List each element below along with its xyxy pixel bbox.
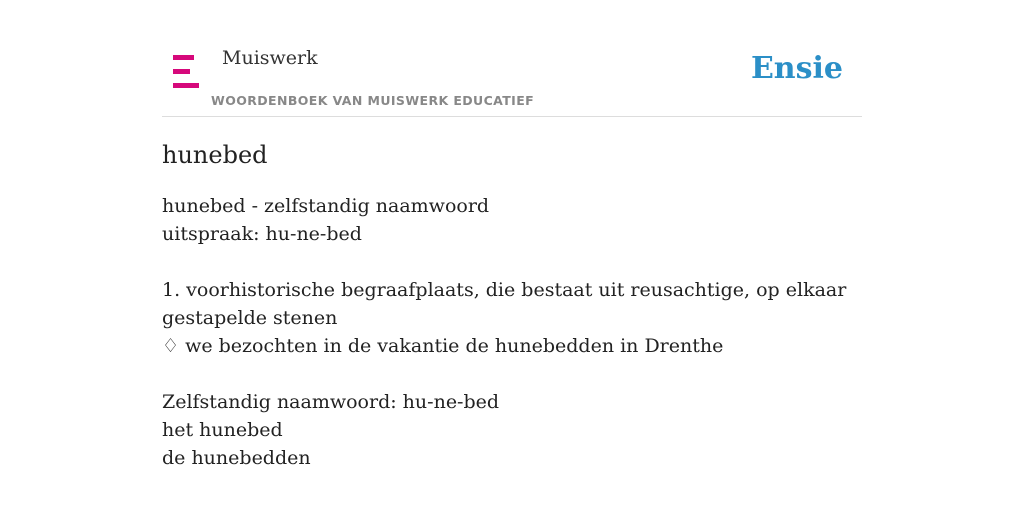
dictionary-subtitle: WOORDENBOEK VAN MUISWERK EDUCATIEF [211,93,535,108]
site-name-link[interactable]: Muiswerk [222,47,318,69]
logo-bar-middle [173,69,190,74]
grammar-line: Zelfstandig naamwoord: hu-ne-bed [162,391,500,413]
example-line: ♢ we bezochten in de vakantie de hunebedden in Drenthe [162,335,724,357]
singular-form: het hunebed [162,419,283,441]
pronunciation-line: uitspraak: hu-ne-bed [162,223,362,245]
definition-line: 1. voorhistorische begraafplaats, die bestaat uit reusachtige, op elkaar gestapelde stenen [162,279,847,329]
entry-content [162,192,862,472]
spacer [162,248,862,276]
header [162,0,862,117]
page-title: hunebed [162,141,268,169]
logo-bar-bottom [173,83,199,88]
plural-form: de hunebedden [162,447,311,469]
part-of-speech-line: hunebed - zelfstandig naamwoord [162,195,490,217]
logo-bar-top [173,55,194,60]
spacer [162,360,862,388]
ensie-brand-link[interactable]: Ensie [750,51,843,86]
muiswerk-logo-icon[interactable] [173,55,199,88]
page [162,0,862,512]
